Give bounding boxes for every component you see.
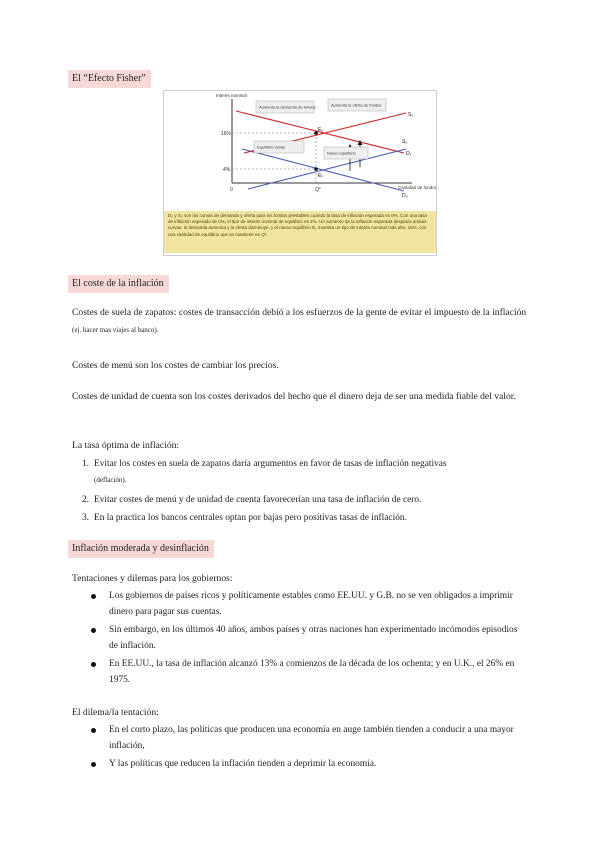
label-d0: D₀	[402, 193, 408, 199]
annotation-text-2: Aumenta la oferta de fondos	[331, 102, 382, 108]
x-tick-origin: 0	[230, 187, 233, 193]
paragraph-shoe-leather-text: Costes de suela de zapatos: costes de transacción debió a los esfuerzos de la gente de evitar el impuesto de la inflación	[72, 307, 527, 318]
temptations-list	[90, 588, 528, 688]
label-d1: D₁	[406, 151, 412, 157]
list-number: 2.	[81, 495, 89, 505]
bullet-item	[90, 622, 528, 654]
bullet-text: En EE.UU., la tasa de inflación alcanzó 13% a comienzos de la década de los ochenta; y en U.K., el 26% en 1975.	[109, 659, 515, 685]
label-e0: E₀	[318, 173, 324, 179]
label-e1: E₁	[318, 127, 324, 133]
point-e0	[314, 167, 318, 171]
dilemma-list	[90, 722, 528, 772]
x-tick-q: Q*	[315, 187, 321, 193]
fisher-effect-figure	[163, 90, 437, 256]
section-heading-moderate-inflation: Inflación moderada y desinflación	[68, 540, 214, 558]
paragraph-menu-costs: Costes de menú son los costes de cambiar los precios.	[72, 360, 279, 371]
optimal-rate-list	[75, 456, 525, 526]
bullet-item	[90, 756, 528, 772]
bullet-text: Sin embargo, en los últimos 40 años, ambos países y otras naciones han experimentado incómodos episodios de inflación.	[109, 625, 518, 651]
bullet-item	[90, 722, 528, 754]
list-item-text: Evitar los costes en suela de zapatos daría argumentos en favor de tasas de inflación negativas	[94, 459, 447, 469]
bullet-dot	[91, 762, 96, 767]
paragraph-optimal-rate: La tasa óptima de inflación:	[72, 440, 180, 451]
list-item-note: (deflación).	[94, 476, 127, 484]
label-s0: S₀	[402, 139, 408, 145]
list-number: 1.	[81, 459, 89, 469]
x-axis-label: Cantidad de fondos	[398, 185, 436, 190]
bullet-item	[90, 656, 528, 688]
bullet-text: Y las políticas que reducen la inflación tienden a deprimir la economía.	[109, 759, 377, 769]
list-item	[75, 510, 525, 526]
y-tick-low: 4%	[223, 167, 231, 173]
list-item	[75, 456, 525, 488]
list-item-text: En la practica los bancos centrales optan por bajas pero positivas tasas de inflación.	[94, 513, 407, 523]
bullet-dot	[91, 628, 96, 633]
list-item	[75, 492, 525, 508]
figure-caption: D₀ y S₀ son las curvas de demanda y oferta para los fondos prestables cuando la tasa de inflación esperada es 0%. Con una tasa de inflación esperada de 0%, el tipo de interés nominal de equilibrio es 4%. Un aumento de la inflación esperada desplaza ambas curvas: la demanda aumenta y la oferta disminuye, y el nuevo equilibrio E₁ muestra un tipo de interés nominal más alto, 16%, con una cantidad de equilibrio que se mantiene en Q*.	[164, 211, 436, 253]
paragraph-dilemma: El dilema/la tentación:	[72, 707, 159, 718]
annotation-text-4: Nuevo equilibrio	[327, 150, 356, 156]
label-s1: S₁	[408, 112, 414, 118]
paragraph-temptations: Tentaciones y dilemas para los gobiernos:	[72, 573, 233, 584]
annotation-text-1: Aumenta la demanda de fondos	[259, 104, 316, 110]
y-tick-high: 16%	[221, 131, 232, 137]
bullet-dot	[91, 662, 96, 667]
paragraph-shoe-leather-note: (ej. hacer mas viajes al banco).	[72, 326, 159, 334]
bullet-dot	[91, 594, 96, 599]
section-heading-cost: El coste de la inflación	[68, 275, 169, 293]
list-item-text: Evitar costes de menú y de unidad de cuenta favorecerían una tasa de inflación de cero.	[94, 495, 422, 505]
annotation-text-3: Equilibrio inicial	[257, 144, 285, 150]
section-heading-fisher: El “Efecto Fisher”	[68, 70, 151, 88]
list-number: 3.	[81, 513, 89, 523]
paragraph-shoe-leather	[72, 304, 528, 339]
bullet-dot	[91, 728, 96, 733]
fisher-chart	[164, 91, 436, 213]
bullet-text: Los gobiernos de países ricos y políticamente estables como EE.UU. y G.B. no se ven obligados a imprimir dinero para pagar sus cuentas.	[109, 591, 513, 617]
y-axis-label: Interés nominal	[216, 93, 247, 98]
paragraph-unit-of-account: Costes de unidad de cuenta son los costes derivados del hecho que el dinero deja de ser una medida fiable del valor.	[72, 391, 516, 402]
bullet-text: En el corto plazo, las políticas que producen una economía en auge también tienden a conducir a una mayor inflación,	[109, 725, 514, 751]
bullet-item	[90, 588, 528, 620]
